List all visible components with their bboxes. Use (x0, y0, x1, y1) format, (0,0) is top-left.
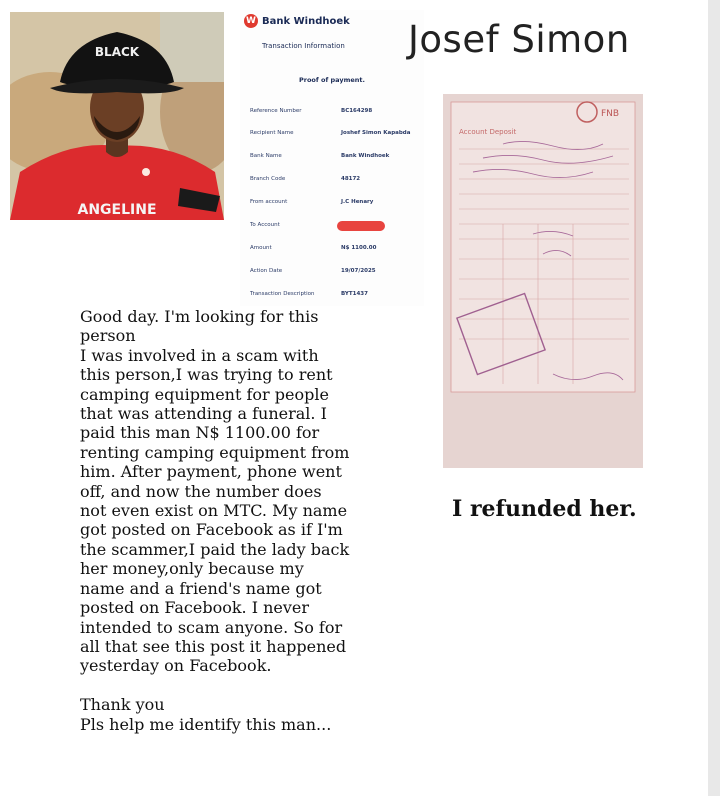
receipt-row (250, 108, 420, 118)
receipt-row (250, 199, 420, 209)
receipt-row-label: Reference Number (250, 108, 302, 114)
receipt-row-value: J.C Henary (341, 199, 374, 205)
receipt-row (250, 268, 420, 278)
receipt-row-label: Amount (250, 245, 272, 251)
receipt-row (250, 222, 420, 232)
receipt-row-label: From account (250, 199, 288, 205)
receipt-row (250, 245, 420, 255)
receipt-row-label: Action Date (250, 268, 283, 274)
receipt-subtitle: Transaction Information (262, 42, 345, 50)
deposit-slip-photo (443, 94, 643, 468)
receipt-title: Proof of payment. (298, 76, 365, 84)
receipt-row-value: Bank Windhoek (341, 153, 390, 159)
slip-heading: Account Deposit (459, 128, 517, 136)
post-story-text: Good day. I'm looking for this person I was involved in a scam with this person,I was trying to rent camping equipment for people that was attending a funeral. I paid this man N$ 1100.00 for renting camping equipment from him. After payment, phone went off, and now the number does not even exist on MTC. My name got posted on Facebook as if I'm the scammer,I paid the lady back her money,only because my name and a friend's name got posted on Facebook. I never intended to scam anyone. So for all that see this post it happened yesterday on Facebook. Thank you Pls help me identify this man... (80, 307, 350, 734)
receipt-row-label: To Account (250, 222, 280, 228)
receipt-row-label: Branch Code (250, 176, 286, 182)
receipt-row-value: N$ 1100.00 (341, 245, 377, 251)
bank-windhoek-logo-icon: W (244, 14, 258, 28)
receipt-row-value: BYT1437 (341, 291, 368, 297)
deposit-slip-illustration (443, 94, 643, 468)
receipt-row-value: Joshef Simon Kapabda (341, 130, 411, 136)
receipt-row-label: Bank Name (250, 153, 282, 159)
receipt-row-label: Recipient Name (250, 130, 294, 136)
receipt-row-value: 19/07/2025 (341, 268, 376, 274)
receipt-row (250, 153, 420, 163)
receipt-row-label: Transaction Description (250, 291, 315, 297)
receipt-row-value: 48172 (341, 176, 361, 182)
person-photo (10, 12, 224, 220)
refund-note: I refunded her. (452, 496, 637, 522)
receipt-header (244, 14, 350, 28)
slip-bank-label: FNB (601, 109, 620, 119)
shirt-print: ANGELINE (77, 202, 157, 218)
header-name: Josef Simon (408, 18, 630, 61)
redaction-mark (337, 221, 385, 231)
receipt-row (250, 291, 420, 301)
payment-receipt (240, 10, 424, 306)
receipt-row (250, 130, 420, 140)
receipt-row (250, 176, 420, 186)
receipt-row-value: BC164298 (341, 108, 373, 114)
hat-print: BLACK (94, 45, 140, 59)
receipt-bank-name: Bank Windhoek (262, 15, 350, 27)
person-photo-illustration (10, 12, 224, 220)
